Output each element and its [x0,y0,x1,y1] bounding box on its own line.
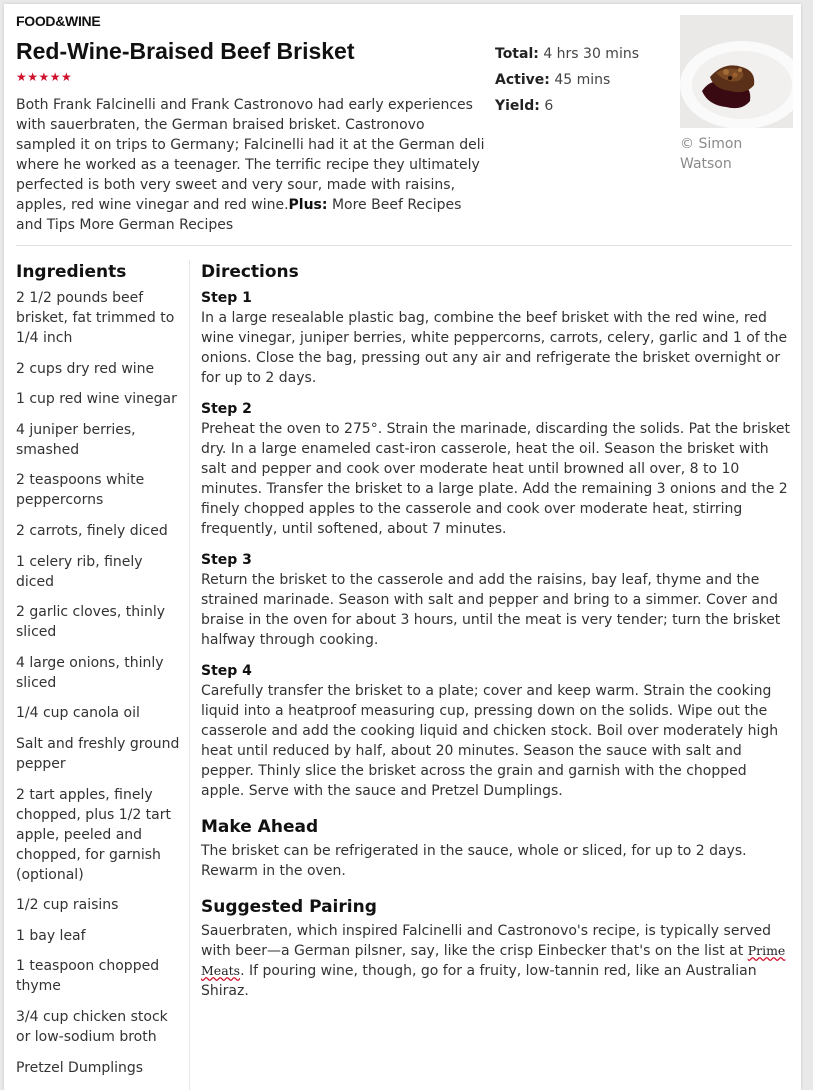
step-text: Return the brisket to the casserole and add the raisins, bay leaf, thyme and the strained marinade. Season with salt and pepper and bring to a simmer. Cover and braise in the oven for about 3 hours, until the meat is very tender; turn the brisket halfway through cooking. [201,572,781,648]
ingredient-item: 1 celery rib, finely diced [16,553,143,590]
pairing-text [201,921,793,1001]
ingredient-item: 2 tart apples, finely chopped, plus 1/2 tart apple, peeled and chopped, for garnish (optional) [16,786,171,883]
plus-label: Plus: [288,197,328,213]
photo-credit: © Simon Watson [680,136,743,172]
meta-total [495,41,639,67]
prime-meats-link[interactable]: Prime Meats [201,943,786,978]
ingredient-item: 2 garlic cloves, thinly sliced [16,604,166,641]
step-label: Step 1 [201,290,252,306]
step-text: Carefully transfer the brisket to a plate; cover and keep warm. Strain the cooking liquid into a heatproof measuring cup, pressing down on the solids. Wipe out the casserole and add the cooking liquid and chicken stock. Boil over moderately high heat until reduced by half, about 20 minutes. Season the sauce with salt and pepper. Thinly slice the brisket across the grain and garnish with the chopped apple. Serve with the sauce and Pretzel Dumplings. [201,683,779,799]
brand-logo[interactable]: FOOD&WINE [16,13,101,29]
pairing-section [201,897,793,1001]
ingredient-item: 3/4 cup chicken stock or low-sodium broth [16,1008,168,1045]
ingredient-item: 1 teaspoon chopped thyme [16,958,160,995]
meta-yield-label: Yield: [495,98,540,114]
ingredient-item: 2 carrots, finely diced [16,522,168,539]
recipe-page [4,4,801,1090]
meta-yield [495,93,639,119]
recipe-meta [495,41,639,119]
pairing-text-before: Sauerbraten, which inspired Falcinelli and Castronovo's recipe, is typically served with beer—a German pilsner, say, like the crisp Einbecker that's on the list at [201,923,771,959]
ingredient-item-pretzel-dumplings[interactable]: Pretzel Dumplings [16,1059,144,1076]
ingredient-item: 1/4 cup canola oil [16,705,140,722]
ingredient-item: 1/2 cup raisins [16,897,119,914]
ingredient-item: 1 bay leaf [16,927,86,944]
intro-text: Both Frank Falcinelli and Frank Castronovo had early experiences with sauerbraten, the German braised brisket. Castronovo sampled it on trips to Germany; Falcinelli had it at the German deli where he worked as a teenager. The terrific recipe they ultimately perfected is both very sweet and very sour, made with raisins, apples, red wine vinegar and red wine. [16,97,485,213]
meta-yield-value: 6 [544,98,554,114]
step-text: Preheat the oven to 275°. Strain the marinade, discarding the solids. Pat the brisket dry. In a large enameled cast-iron casserole, heat the oil. Season the brisket with salt and pepper and cook over moderate heat until browned all over, 8 to 10 minutes. Transfer the brisket to a large plate. Add the remaining 3 onions and the 2 finely chopped apples to the casserole and cook over moderate heat, stirring frequently, until softened, about 7 minutes. [201,421,790,537]
directions-section [201,262,793,1001]
step-label: Step 4 [201,663,252,679]
directions-heading: Directions [201,262,299,282]
direction-step [201,550,793,650]
ingredient-item: Salt and freshly ground pepper [16,735,180,772]
ingredient-item: 2 cups dry red wine [16,360,155,377]
pairing-heading: Suggested Pairing [201,897,377,917]
direction-step [201,399,793,539]
step-text: In a large resealable plastic bag, combine the beef brisket with the red wine, red wine vinegar, juniper berries, white peppercorns, carrots, celery, garlic and 1 of the onions. Close the bag, pressing out any air and refrigerate the brisket overnight or for up to 2 days. [201,310,788,386]
ingredients-heading: Ingredients [16,262,127,282]
header-divider [16,245,792,246]
ingredient-item: 4 large onions, thinly sliced [16,654,164,691]
meta-total-value: 4 hrs 30 mins [543,46,640,62]
meta-active-value: 45 mins [554,72,611,88]
meta-active-label: Active: [495,72,550,88]
pairing-text-after: . If pouring wine, though, go for a fruity, low-tannin red, like an Australian Shiraz. [201,963,757,999]
recipe-title: Red-Wine-Braised Beef Brisket [16,38,355,64]
column-divider [189,260,190,1090]
make-ahead-text: The brisket can be refrigerated in the sauce, whole or sliced, for up to 2 days. Rewarm in the oven. [201,843,747,879]
direction-step [201,661,793,801]
recipe-photo[interactable] [680,15,793,128]
ingredients-section [16,262,184,1088]
rating-stars[interactable]: ★★★★★ [16,70,73,84]
ingredient-item: 4 juniper berries, smashed [16,421,136,458]
meta-total-label: Total: [495,46,539,62]
make-ahead-heading: Make Ahead [201,817,319,837]
make-ahead-section [201,817,793,881]
meta-active [495,67,639,93]
ingredients-list [16,288,184,1078]
related-recipes-links[interactable]: More Beef Recipes and Tips More German Recipes [16,197,462,233]
direction-step [201,288,793,388]
step-label: Step 2 [201,401,252,417]
ingredient-item: 2 1/2 pounds beef brisket, fat trimmed to 1/4 inch [16,290,175,346]
step-label: Step 3 [201,552,252,568]
ingredient-item: 1 cup red wine vinegar [16,391,177,408]
recipe-intro [16,95,486,235]
brisket-plate-image [680,15,793,128]
ingredient-item: 2 teaspoons white peppercorns [16,472,145,509]
